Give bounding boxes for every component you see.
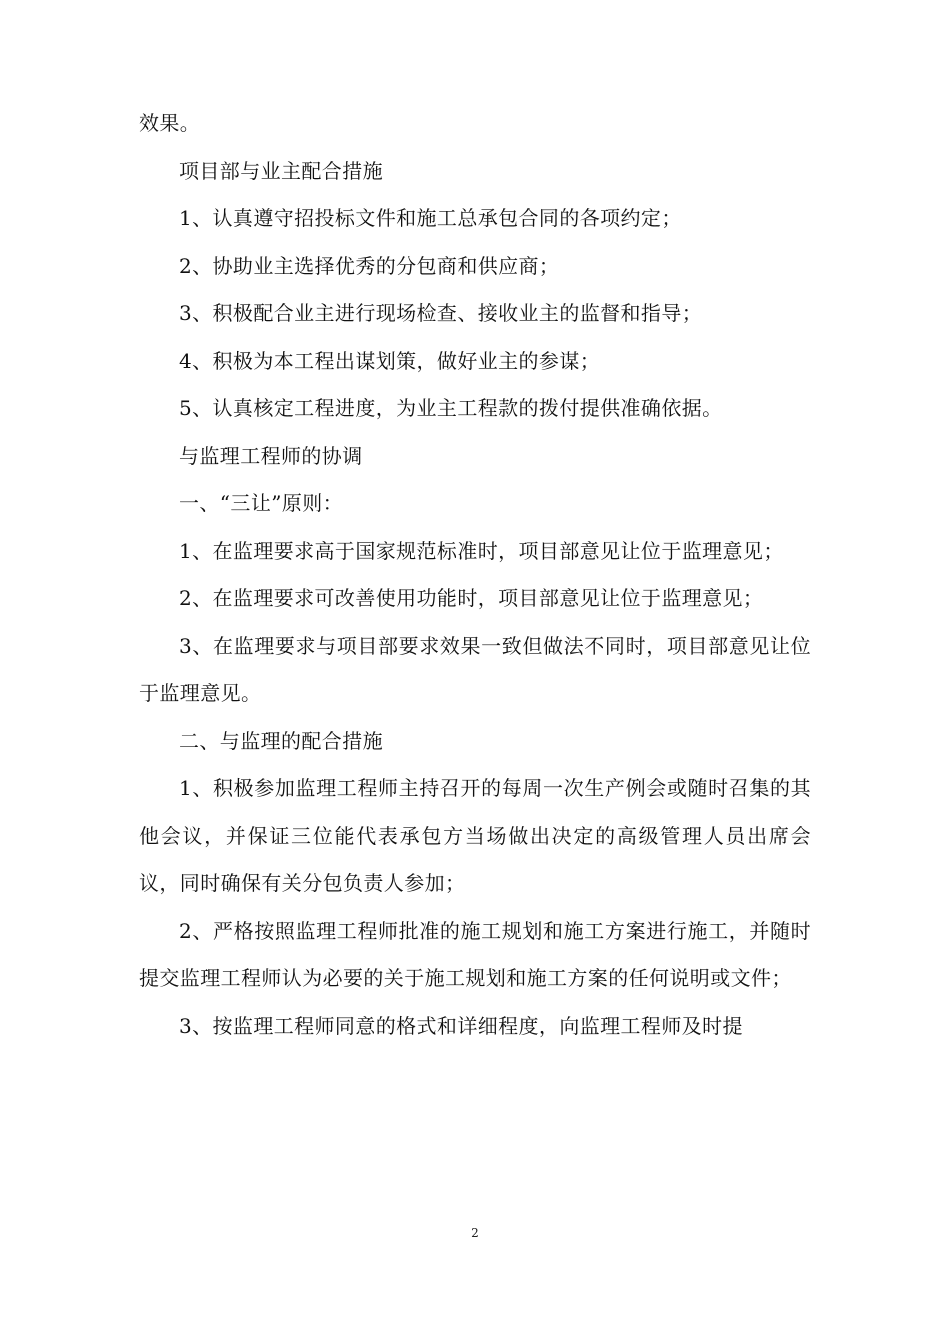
document-body	[139, 100, 811, 1050]
list-item: 1、在监理要求高于国家规范标准时，项目部意见让位于监理意见；	[179, 538, 784, 563]
page-number: 2	[471, 1226, 479, 1240]
list-item: 2、在监理要求可改善使用功能时，项目部意见让位于监理意见；	[179, 586, 764, 610]
subsection-heading-measures: 二、与监理的配合措施	[179, 728, 383, 753]
paragraph: 效果。	[139, 111, 201, 135]
section-heading-supervisor-coordination: 与监理工程师的协调	[179, 443, 363, 468]
list-item: 4、积极为本工程出谋划策，做好业主的参谋；	[179, 348, 601, 373]
list-item: 1、认真遵守招投标文件和施工总承包合同的各项约定；	[179, 206, 682, 230]
list-item: 2、严格按照监理工程师批准的施工规划和施工方案进行施工，并随时提交监理工程师认为必要的关于施工规划和施工方案的任何说明或文件；	[139, 918, 811, 990]
list-item: 1、积极参加监理工程师主持召开的每周一次生产例会或随时召集的其他会议，并保证三位能代表承包方当场做出决定的高级管理人员出席会议，同时确保有关分包负责人参加；	[139, 776, 811, 895]
list-item: 3、积极配合业主进行现场检查、接收业主的监督和指导；	[179, 301, 703, 325]
list-item: 5、认真核定工程进度，为业主工程款的拨付提供准确依据。	[179, 396, 723, 420]
section-heading-owner-cooperation: 项目部与业主配合措施	[179, 158, 383, 183]
list-item: 3、在监理要求与项目部要求效果一致但做法不同时，项目部意见让位于监理意见。	[139, 633, 811, 705]
subsection-heading-principles: 一、“三让”原则：	[179, 491, 344, 515]
list-item: 2、协助业主选择优秀的分包商和供应商；	[179, 253, 560, 278]
list-item: 3、按监理工程师同意的格式和详细程度，向监理工程师及时提	[179, 1013, 743, 1038]
